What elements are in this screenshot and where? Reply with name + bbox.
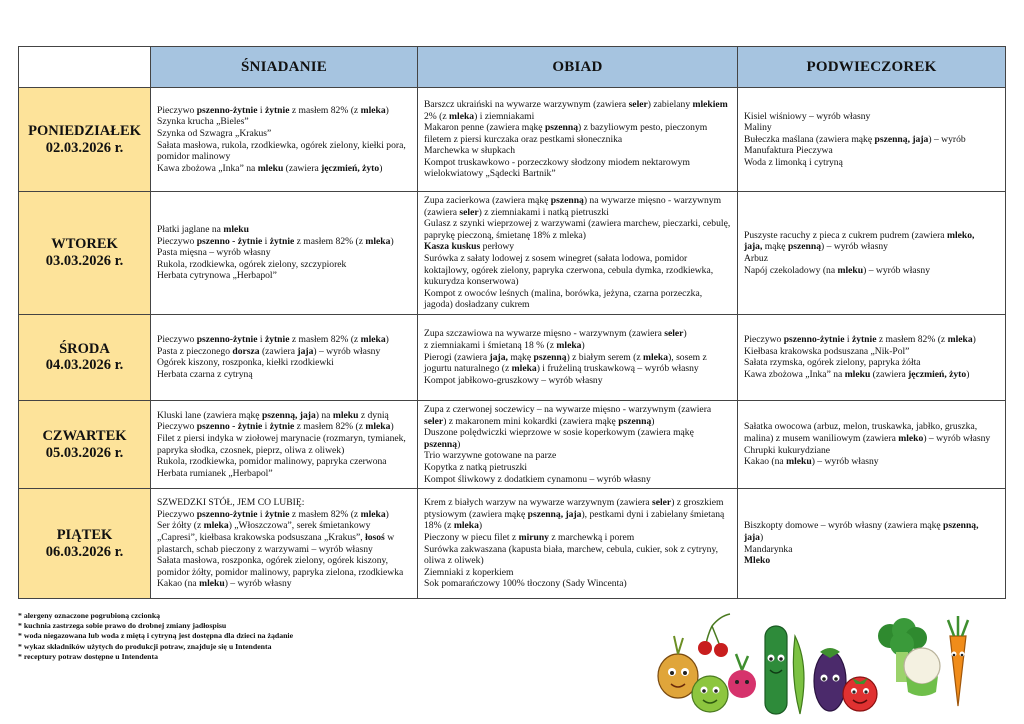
menu-line: Napój czekoladowy (na mleku) – wyrób własny xyxy=(744,264,930,276)
lunch-header: OBIAD xyxy=(418,47,738,88)
menu-line: Kakao (na mleku) – wyrób własny xyxy=(744,456,879,468)
lunch-cell xyxy=(418,489,738,599)
menu-line: Rukola, rzodkiewka, ogórek zielony, szczypiorek xyxy=(157,258,347,270)
day-row xyxy=(19,88,1006,192)
allergen-text: mleka xyxy=(556,340,582,352)
menu-line: Ser żółty (z mleka) „Włoszczowa”, serek śmietankowy xyxy=(157,520,371,532)
menu-line: Barszcz ukraiński na wywarze warzywnym (zawiera seler) zabielany mlekiem xyxy=(424,98,728,110)
menu-line: Makaron penne (zawiera mąkę pszenną) z bazyliowym pesto, pieczonym xyxy=(424,122,708,134)
menu-line: Pieczywo pszenno - żytnie i żytnie z masłem 82% (z mleka) xyxy=(157,235,394,247)
allergen-text: pszenną, xyxy=(943,520,979,532)
allergen-text: jaja xyxy=(297,345,314,357)
menu-line: Kawa zbożowa „Inka” na mleku (zawiera jęczmień, żyto) xyxy=(157,162,383,174)
apple-icon xyxy=(692,676,728,712)
menu-line: Sałatka owocowa (arbuz, melon, truskawka, jabłko, gruszka, xyxy=(744,421,978,433)
cauliflower-icon xyxy=(904,648,940,696)
allergen-text: pszenną xyxy=(533,351,567,363)
allergen-text: mlekiem xyxy=(692,98,728,110)
day-date: 02.03.2026 r. xyxy=(45,139,124,156)
allergen-text: dorsza xyxy=(232,345,260,357)
header-row xyxy=(19,47,1006,88)
menu-line: jogurtu naturalnego (z mleka) i frużeliną truskawkową – wyrób własny xyxy=(424,363,699,375)
day-date: 04.03.2026 r. xyxy=(45,357,124,374)
menu-line: filetem z piersi kurczaka oraz pestkami słonecznika xyxy=(424,133,623,145)
allergen-text: pszenną xyxy=(424,438,458,450)
allergen-text: mleku xyxy=(257,162,284,174)
cherry-icon xyxy=(698,614,730,657)
allergen-text: żytnie xyxy=(851,334,877,346)
allergen-text: mleka xyxy=(643,351,669,363)
menu-line: Herbata czarna z cytryną xyxy=(157,369,253,381)
menu-line: Kiełbasa krakowska podsuszana „Nik-Pol” xyxy=(744,345,910,357)
menu-line: Płatki jaglane na mleku xyxy=(157,223,249,235)
weekly-menu-table xyxy=(18,46,1006,599)
allergen-text: jaja, xyxy=(489,351,508,363)
allergen-text: mleka xyxy=(365,235,391,247)
allergen-text: mleku xyxy=(837,264,864,276)
allergen-text: pszenną xyxy=(787,241,822,253)
menu-line: Zupa zacierkowa (zawiera mąkę pszenną) na wywarze mięsno - warzywnym xyxy=(424,195,722,206)
breakfast-cell xyxy=(151,489,418,599)
allergen-text: pszenno - żytnie xyxy=(196,235,263,247)
eggplant-icon xyxy=(814,648,846,711)
allergen-text: mleka xyxy=(947,334,973,346)
allergen-text: mleku xyxy=(786,456,812,468)
footnote: * kuchnia zastrzega sobie prawo do drobnej zmiany jadłospisu xyxy=(18,621,227,631)
menu-line: Pieczywo pszenno-żytnie i żytnie z masłem 82% (z mleka) xyxy=(744,334,976,346)
allergen-text: mleku xyxy=(223,223,249,235)
tomato-icon xyxy=(843,677,877,711)
menu-line: Kakao (na mleku) – wyrób własny xyxy=(157,578,292,590)
breakfast-cell xyxy=(151,88,418,192)
footnote: * woda niegazowana lub woda z miętą i cytryną jest dostępna dla dzieci na żądanie xyxy=(18,631,294,641)
allergen-text: Kasza kuskus xyxy=(424,241,481,253)
menu-line: Sałata masłowa, roszponka, ogórek zielony, ogórek kiszony, xyxy=(157,555,389,567)
menu-line: ptysiowym (zawiera mąkę pszenną, jaja), pestkami dyni i zabielany śmietaną xyxy=(424,508,725,520)
menu-line: Trio warzywne gotowane na parze xyxy=(424,450,557,462)
menu-line: Gulasz z szynki wieprzowej z warzywami (zawiera marchew, pieczarki, cebulę, xyxy=(424,218,731,230)
allergen-text: mleka xyxy=(360,334,386,346)
day-row xyxy=(19,314,1006,400)
day-cell xyxy=(19,400,151,488)
menu-line: Kompot śliwkowy z dodatkiem cynamonu – wyrób własny xyxy=(424,473,651,485)
lunch-cell xyxy=(418,88,738,192)
menu-line: Pieczywo pszenno - żytnie i żytnie z masłem 82% (z mleka) xyxy=(157,421,394,433)
menu-line: Szynka od Szwagra „Krakus” xyxy=(157,127,272,139)
menu-line: 18% (z mleka) xyxy=(424,520,483,532)
allergen-text: łosoś xyxy=(365,532,385,543)
menu-line: jaja) xyxy=(744,532,764,543)
menu-line: Pieczywo pszenno-żytnie i żytnie z masłem 82% (z mleka) xyxy=(157,508,389,520)
menu-line: Herbata cytrynowa „Herbapol” xyxy=(157,270,277,282)
footnotes xyxy=(18,611,378,662)
menu-line: Sok pomarańczowy 100% tłoczony (Sady Wincenta) xyxy=(424,578,627,590)
allergen-text: seler xyxy=(628,98,648,110)
menu-line: SZWEDZKI STÓŁ, JEM CO LUBIĘ: xyxy=(157,497,305,509)
allergen-text: mleka xyxy=(365,421,391,433)
day-cell xyxy=(19,314,151,400)
menu-line: Kompot truskawkowo - porzeczkowy słodzony miodem nektarowym xyxy=(424,156,690,168)
menu-line: 2% (z mleka) i ziemniakami xyxy=(424,110,535,122)
allergen-text: pszenno-żytnie xyxy=(783,334,845,346)
allergen-text: jaja, xyxy=(744,241,763,253)
menu-line: oliwa z oliwek) xyxy=(424,555,484,567)
menu-line: Kompot jabłkowo-gruszkowy – wyrób własny xyxy=(424,374,603,386)
menu-line: Szynka krucha „Bieles” xyxy=(157,116,249,128)
allergen-text: mleka xyxy=(511,363,537,375)
snack-cell xyxy=(738,192,1006,315)
day-date: 06.03.2026 r. xyxy=(45,543,124,560)
breakfast-header: ŚNIADANIE xyxy=(151,47,418,88)
allergen-text: Mleko xyxy=(744,555,771,567)
allergen-text: mleka xyxy=(360,104,386,116)
allergen-text: miruny xyxy=(518,532,549,543)
allergen-text: żytnie xyxy=(264,104,290,116)
day-row xyxy=(19,400,1006,488)
menu-line: Kopytka z natką pietruszki xyxy=(424,461,528,473)
menu-line: paprykę pieczoną, śmietanę 18% z mleka) xyxy=(424,229,586,241)
snack-cell xyxy=(738,489,1006,599)
menu-line: Duszone polędwiczki wieprzowe w sosie koperkowym (zawiera mąkę xyxy=(424,427,694,439)
day-date: 03.03.2026 r. xyxy=(45,252,124,269)
corner-cell xyxy=(19,47,151,88)
day-name: PONIEDZIAŁEK xyxy=(28,122,141,139)
menu-line: Pasta z pieczonego dorsza (zawiera jaja) – wyrób własny xyxy=(157,345,381,357)
allergen-text: seler xyxy=(459,206,479,218)
allergen-text: pszenną, jaja xyxy=(527,508,582,520)
allergen-text: pszenno-żytnie xyxy=(196,334,258,346)
menu-line: Mandarynka xyxy=(744,543,793,555)
menu-line: jaja, mąkę pszenną) – wyrób własny xyxy=(744,241,888,253)
day-name: PIĄTEK xyxy=(56,526,113,543)
breakfast-cell xyxy=(151,314,418,400)
breakfast-cell xyxy=(151,400,418,488)
snack-cell xyxy=(738,400,1006,488)
day-row xyxy=(19,489,1006,599)
menu-line: Surówka z sałaty lodowej z sosem winegret (sałata lodowa, pomidor xyxy=(424,252,688,264)
allergen-text: seler xyxy=(424,415,444,427)
day-cell xyxy=(19,192,151,315)
allergen-text: jaja xyxy=(744,532,760,543)
allergen-text: żytnie xyxy=(264,508,290,520)
menu-line: papryka słodka, czosnek, pieprz, oliwa z oliwek) xyxy=(157,444,345,456)
menu-line: Herbata rumianek „Herbapol” xyxy=(157,467,273,479)
menu-line: Kasza kuskus perłowy xyxy=(424,241,515,253)
allergen-text: seler xyxy=(664,328,684,340)
menu-line: Arbuz xyxy=(744,252,768,264)
menu-line: Ziemniaki z koperkiem xyxy=(424,566,514,578)
menu-line: plastarch, schab pieczony z warzywami – wyrób własny xyxy=(157,543,373,555)
day-name: CZWARTEK xyxy=(42,427,127,444)
day-date: 05.03.2026 r. xyxy=(45,444,124,461)
menu-line: Filet z piersi indyka w ziołowej marynacie (rozmaryn, tymianek, xyxy=(157,432,406,444)
menu-line: Bułeczka maślana (zawiera mąkę pszenną, jaja) – wyrób xyxy=(744,133,966,145)
snack-header: PODWIECZOREK xyxy=(738,47,1006,88)
allergen-text: pszenną, jaja xyxy=(261,409,316,421)
menu-line: Pasta mięsna – wyrób własny xyxy=(157,247,271,259)
footnote: * receptury potraw dostępne u Intendenta xyxy=(18,651,158,661)
lunch-cell xyxy=(418,400,738,488)
menu-line: (zawiera seler) z ziemniakami i natką pietruszki xyxy=(424,206,609,218)
menu-line: pszenną) xyxy=(424,438,461,450)
menu-line xyxy=(744,555,1000,567)
allergen-text: mleka xyxy=(449,110,475,122)
menu-line: Kluski lane (zawiera mąkę pszenną, jaja) na mleku z dynią xyxy=(157,409,389,421)
day-name: ŚRODA xyxy=(59,340,110,357)
day-cell xyxy=(19,88,151,192)
allergen-text: mleku xyxy=(199,578,225,590)
allergen-text: pszenno - żytnie xyxy=(196,421,263,433)
allergen-text: mleka xyxy=(453,520,479,532)
allergen-text: żytnie xyxy=(264,334,290,346)
allergen-text: seler xyxy=(652,497,672,509)
menu-line: Ogórek kiszony, roszponka, kiełki rzodkiewki xyxy=(157,357,334,369)
allergen-text: pszenno-żytnie xyxy=(196,104,258,116)
menu-line: Biszkopty domowe – wyrób własny (zawiera mąkę pszenną, xyxy=(744,520,979,532)
menu-line: koktajlowy, ogórek zielony, papryka czerwona, cebula dymka, rzodkiewka, xyxy=(424,264,714,276)
menu-line: Krem z białych warzyw na wywarze warzywnym (zawiera seler) z groszkiem xyxy=(424,497,724,509)
footnote: * wykaz składników użytych do produkcji potraw, znajduje się u Intendenta xyxy=(18,641,272,651)
lunch-cell xyxy=(418,192,738,315)
snack-cell xyxy=(738,314,1006,400)
menu-line: jagoda) dosładzany cukrem xyxy=(424,299,530,311)
menu-line: Maliny xyxy=(744,122,772,134)
menu-line: z ziemniakami i śmietaną 18 % (z mleka) xyxy=(424,340,585,352)
menu-line: Zupa szczawiowa na wywarze mięsno - warzywnym (zawiera seler) xyxy=(424,328,687,340)
menu-line: Rukola, rzodkiewka, pomidor malinowy, papryka czerwona xyxy=(157,456,387,468)
allergen-text: pszenną xyxy=(618,415,652,427)
radish-icon xyxy=(728,654,756,698)
menu-line: Woda z limonką i cytryną xyxy=(744,156,843,168)
allergen-text: jęczmień, żyto xyxy=(908,369,967,381)
allergen-text: pszenną xyxy=(550,195,584,206)
allergen-text: żytnie xyxy=(269,421,295,433)
snack-cell xyxy=(738,88,1006,192)
allergen-text: żytnie xyxy=(269,235,295,247)
pea-pod-icon xyxy=(793,636,804,714)
breakfast-cell xyxy=(151,192,418,315)
menu-line: seler) z makaronem mini kokardki (zawiera mąkę pszenną) xyxy=(424,415,655,427)
menu-line: Chrupki kukurydziane xyxy=(744,444,831,456)
allergen-text: pszenną, jaja xyxy=(874,133,929,145)
menu-line: Kawa zbożowa „Inka” na mleku (zawiera jęczmień, żyto) xyxy=(744,369,970,381)
onion-icon xyxy=(658,636,698,698)
allergen-text: mleka xyxy=(203,520,229,532)
menu-line: Pieczywo pszenno-żytnie i żytnie z masłem 82% (z mleka) xyxy=(157,104,389,116)
menu-line: Surówka zakwaszana (kapusta biała, marchew, cebula, cukier, sok z cytryny, xyxy=(424,543,719,555)
allergen-text: pszenną xyxy=(544,122,578,134)
allergen-text: mleko xyxy=(898,432,924,444)
allergen-text: pszenno-żytnie xyxy=(196,508,258,520)
menu-line: Marchewka w słupkach xyxy=(424,145,516,157)
allergen-text: mleku xyxy=(844,369,871,381)
lunch-cell xyxy=(418,314,738,400)
menu-line: kukurydza konserwowa) xyxy=(424,276,519,288)
menu-line: Manufaktura Pieczywa xyxy=(744,145,833,157)
day-name: WTOREK xyxy=(51,236,118,253)
day-row xyxy=(19,192,1006,315)
allergen-text: mleko, xyxy=(946,229,975,241)
day-cell xyxy=(19,489,151,599)
menu-line: Sałata rzymska, ogórek zielony, papryka żółta xyxy=(744,357,921,369)
allergen-text: mleka xyxy=(360,508,386,520)
vegetables-illustration xyxy=(650,596,980,721)
menu-line: Kisiel wiśniowy – wyrób własny xyxy=(744,110,871,122)
menu-line: „Capresi”, kiełbasa krakowska podsuszana „Krakus”, łosoś w xyxy=(157,532,395,543)
menu-line: malina) z musem waniliowym (zawiera mleko) – wyrób własny xyxy=(744,432,991,444)
cucumber-icon xyxy=(765,626,787,714)
menu-line: Pieczywo pszenno-żytnie i żytnie z masłem 82% (z mleka) xyxy=(157,334,389,346)
menu-line: Pierogi (zawiera jaja, mąkę pszenną) z białym serem (z mleka), sosem z xyxy=(424,351,707,363)
menu-line: Pieczony w piecu filet z miruny z marchewką i porem xyxy=(424,532,635,543)
menu-line: Zupa z czerwonej soczewicy – na wywarze mięsno - warzywnym (zawiera xyxy=(424,403,712,415)
menu-line: wielokwiatowy „Sądecki Bartnik” xyxy=(424,168,556,180)
allergen-text: jęczmień, żyto xyxy=(321,162,380,174)
footnote: * alergeny oznaczone pogrubioną czcionką xyxy=(18,611,161,620)
allergen-text: mleku xyxy=(332,409,359,421)
menu-line: Kompot z owoców leśnych (malina, borówka, jeżyna, czarna porzeczka, xyxy=(424,287,703,299)
menu-line: Puszyste racuchy z pieca z cukrem pudrem (zawiera mleko, xyxy=(744,229,975,241)
menu-line: pomidor żółty, pomidor malinowy, papryka zielona, rzodkiewka xyxy=(157,566,404,578)
menu-line: pomidor malinowy xyxy=(157,151,231,163)
carrot-icon xyxy=(948,616,968,706)
menu-line: Sałata masłowa, rukola, rzodkiewka, ogórek zielony, kiełki pora, xyxy=(157,139,406,151)
